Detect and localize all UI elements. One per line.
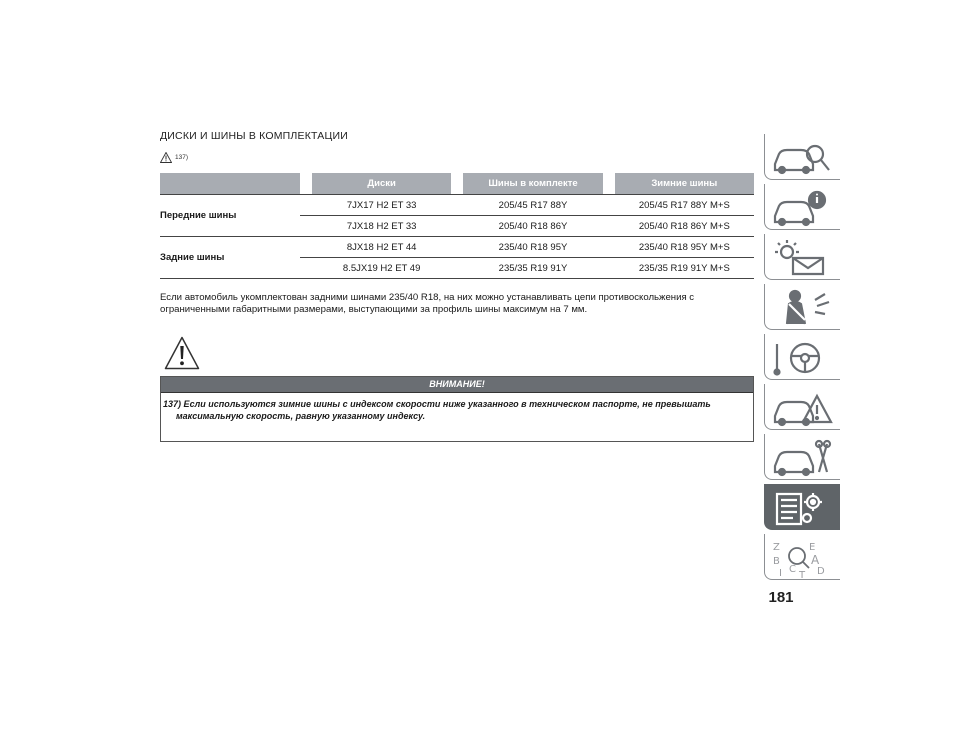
svg-text:T: T [799, 570, 806, 578]
snow-chains-paragraph: Если автомобиль укомплектован задними шинами 235/40 R18, на них можно устанавливать цепи противоскольжения с ограниченными габаритными размерами, выступающими за профиль шины максимум на 7 мм. [160, 292, 695, 315]
table-group-rear [160, 236, 754, 279]
warning-triangle-icon [160, 152, 172, 163]
svg-text:E: E [809, 542, 816, 553]
table-header [160, 173, 754, 194]
car-search-icon[interactable] [764, 134, 840, 180]
svg-text:C: C [789, 564, 796, 575]
safety-seatbelt-icon[interactable] [764, 284, 840, 330]
header-blank-cell [160, 173, 300, 194]
warning-text-line: 137) Если используются зимние шины с индексом скорости ниже указанного в техническом паспорте, не превышать [163, 399, 711, 409]
technical-data-icon[interactable] [764, 484, 840, 530]
header-supplied-tires: Шины в комплекте [463, 173, 602, 194]
table-cell: 7JX18 H2 ET 33 [346, 220, 417, 232]
svg-text:I: I [779, 568, 782, 578]
table-cell: 7JX17 H2 ET 33 [346, 199, 417, 211]
svg-text:Z: Z [773, 542, 780, 553]
table-row [300, 215, 754, 236]
note-reference-number: 137) [175, 153, 189, 161]
warning-text-line: максимальную скорость, равную указанному индексу. [176, 411, 426, 421]
car-breakdown-icon[interactable] [764, 384, 840, 430]
row-label-front: Передние шины [160, 210, 237, 221]
table-row [300, 257, 754, 278]
table-cell: 8.5JX19 H2 ET 49 [342, 262, 421, 274]
warning-box [160, 376, 754, 442]
row-label-rear: Задние шины [160, 252, 225, 263]
warning-lights-icon[interactable] [764, 234, 840, 280]
table-cell: 205/40 R18 86Y [498, 220, 568, 232]
car-maintenance-icon[interactable] [764, 434, 840, 480]
warning-triangle-icon [164, 336, 200, 370]
table-cell: 235/40 R18 95Y M+S [638, 241, 730, 253]
page-number: 181 [768, 589, 794, 606]
car-info-icon[interactable] [764, 184, 840, 230]
table-cell: 235/35 R19 91Y [498, 262, 568, 274]
header-winter-tires: Зимние шины [615, 173, 754, 194]
table-cell: 205/45 R17 88Y M+S [638, 199, 730, 211]
steering-wheel-icon[interactable] [764, 334, 840, 380]
svg-text:B: B [773, 556, 780, 567]
wheels-tires-table [160, 173, 754, 279]
warning-text [161, 393, 753, 422]
table-row [300, 195, 754, 215]
header-rims: Диски [312, 173, 451, 194]
table-cell: 235/35 R19 91Y M+S [638, 262, 730, 274]
table-cell: 205/45 R17 88Y [498, 199, 568, 211]
section-title: ДИСКИ И ШИНЫ В КОМПЛЕКТАЦИИ [160, 130, 348, 142]
alphabetical-index-icon[interactable] [764, 534, 840, 580]
warning-title: ВНИМАНИЕ! [161, 377, 753, 393]
table-cell: 8JX18 H2 ET 44 [346, 241, 417, 253]
svg-text:D: D [817, 566, 825, 577]
note-reference [160, 150, 188, 164]
svg-text:A: A [811, 553, 820, 567]
table-cell: 205/40 R18 86Y M+S [638, 220, 730, 232]
table-group-front [160, 194, 754, 236]
table-cell: 235/40 R18 95Y [498, 241, 568, 253]
table-row [300, 237, 754, 257]
